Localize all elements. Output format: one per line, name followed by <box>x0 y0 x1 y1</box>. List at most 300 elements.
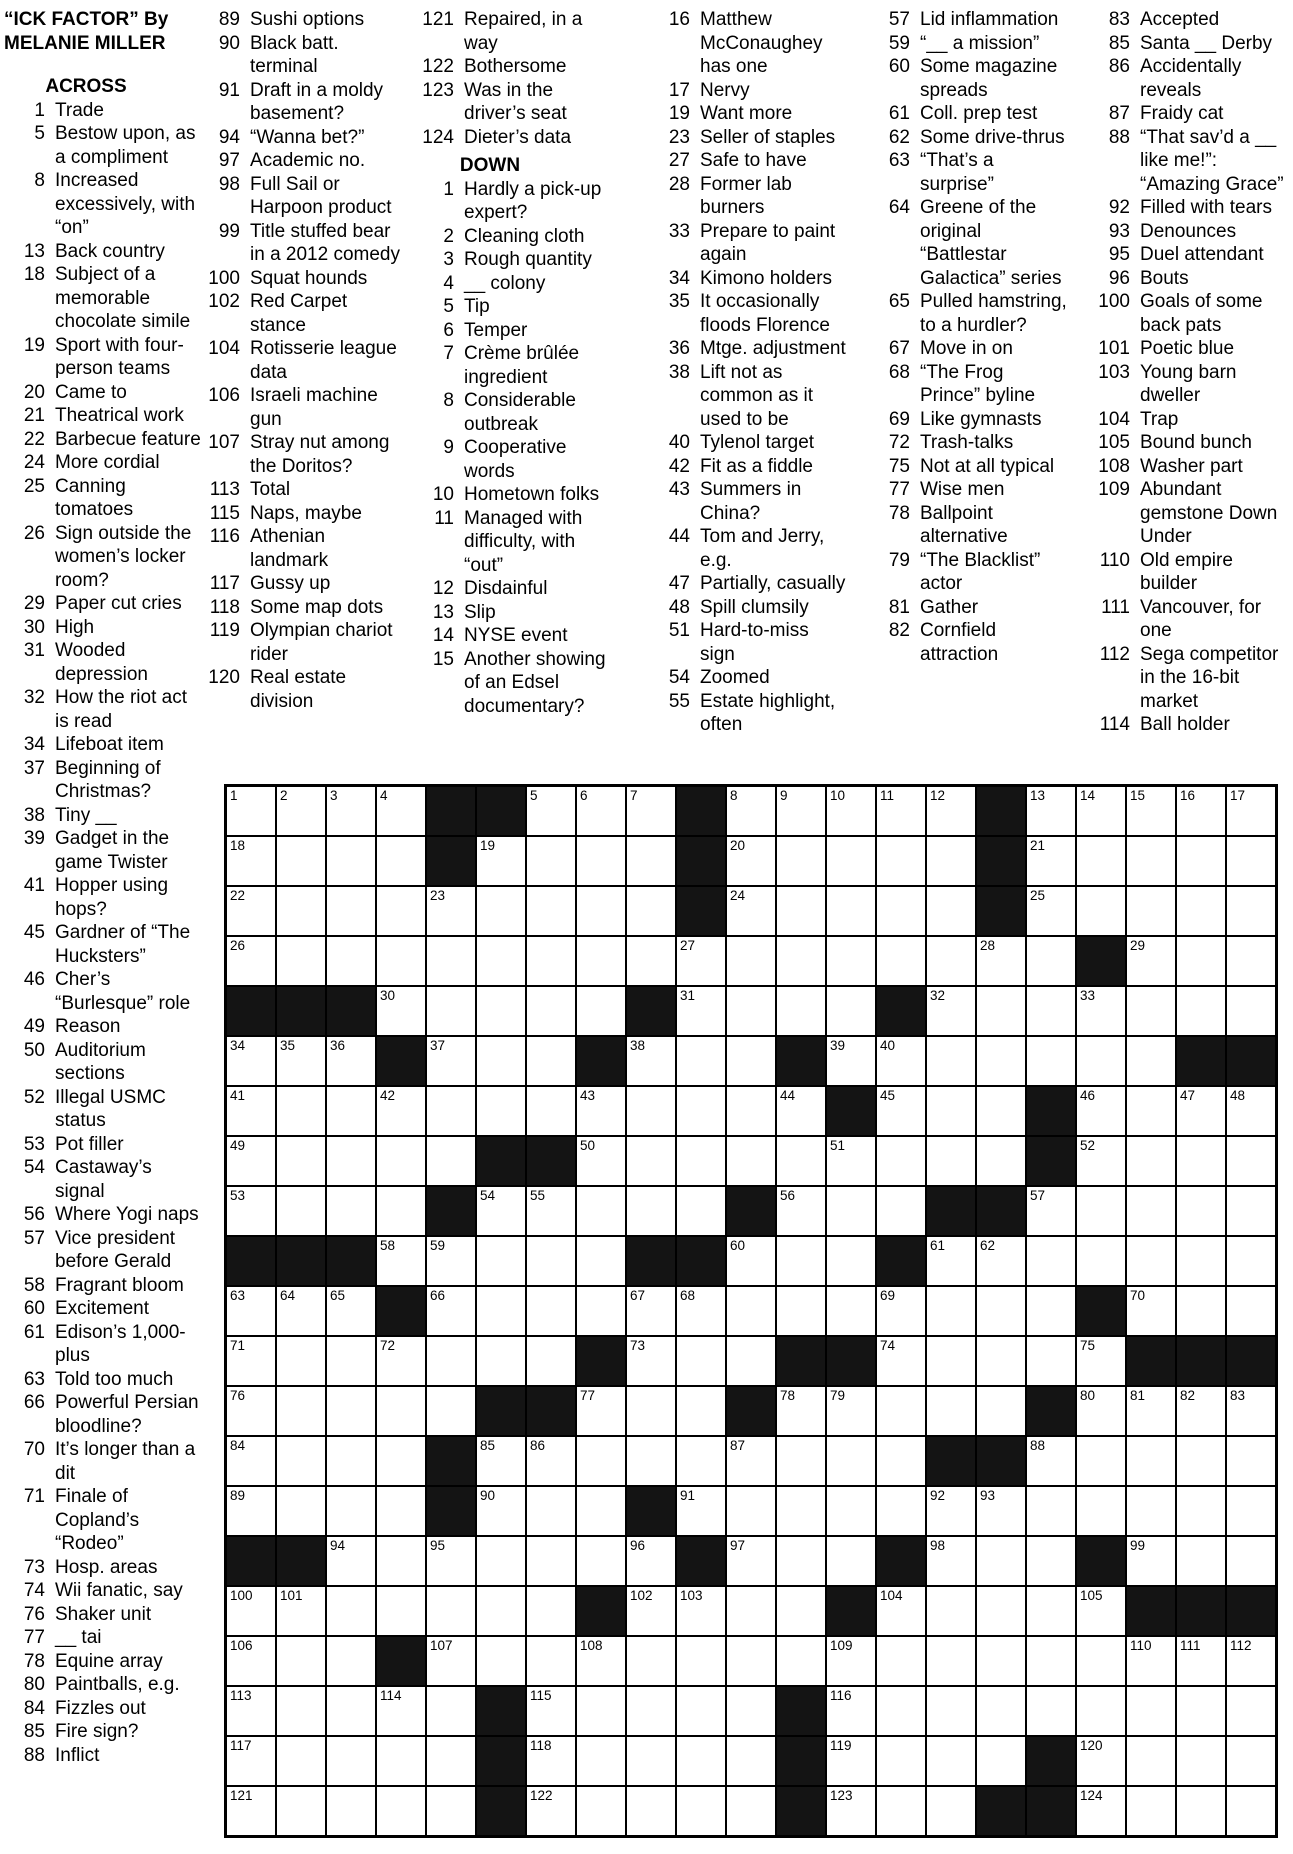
grid-cell[interactable] <box>377 987 425 1035</box>
grid-cell[interactable] <box>827 1387 875 1435</box>
grid-cell[interactable] <box>677 1387 725 1435</box>
grid-cell[interactable] <box>527 1787 575 1835</box>
grid-cell[interactable] <box>777 1287 825 1335</box>
grid-cell[interactable] <box>427 1287 475 1335</box>
grid-cell[interactable] <box>477 937 525 985</box>
grid-cell[interactable] <box>277 1637 325 1685</box>
grid-cell[interactable] <box>527 987 575 1035</box>
grid-cell[interactable] <box>527 837 575 885</box>
grid-cell[interactable] <box>1127 1537 1175 1585</box>
grid-cell[interactable] <box>1127 1437 1175 1485</box>
grid-cell[interactable] <box>927 1787 975 1835</box>
grid-cell[interactable] <box>377 1487 425 1535</box>
grid-cell[interactable] <box>1027 787 1075 835</box>
grid-cell[interactable] <box>527 887 575 935</box>
grid-cell[interactable] <box>277 1037 325 1085</box>
grid-cell[interactable] <box>1127 1187 1175 1235</box>
grid-cell[interactable] <box>1077 1637 1125 1685</box>
grid-cell[interactable] <box>227 1637 275 1685</box>
grid-cell[interactable] <box>1027 1337 1075 1385</box>
grid-cell[interactable] <box>977 1737 1025 1785</box>
grid-cell[interactable] <box>927 1287 975 1335</box>
grid-cell[interactable] <box>427 1087 475 1135</box>
grid-cell[interactable] <box>627 1037 675 1085</box>
grid-cell[interactable] <box>227 1737 275 1785</box>
grid-cell[interactable] <box>227 887 275 935</box>
grid-cell[interactable] <box>677 1637 725 1685</box>
grid-cell[interactable] <box>877 1087 925 1135</box>
grid-cell[interactable] <box>1227 1487 1275 1535</box>
grid-cell[interactable] <box>577 1387 625 1435</box>
grid-cell[interactable] <box>627 1137 675 1185</box>
grid-cell[interactable] <box>677 1787 725 1835</box>
grid-cell[interactable] <box>727 1787 775 1835</box>
grid-cell[interactable] <box>977 937 1025 985</box>
grid-cell[interactable] <box>1177 837 1225 885</box>
grid-cell[interactable] <box>927 1037 975 1085</box>
grid-cell[interactable] <box>977 1687 1025 1735</box>
grid-cell[interactable] <box>777 887 825 935</box>
grid-cell[interactable] <box>927 1387 975 1435</box>
grid-cell[interactable] <box>427 1787 475 1835</box>
grid-cell[interactable] <box>1027 1637 1075 1685</box>
grid-cell[interactable] <box>1127 1637 1175 1685</box>
grid-cell[interactable] <box>727 937 775 985</box>
grid-cell[interactable] <box>727 1737 775 1785</box>
grid-cell[interactable] <box>577 1437 625 1485</box>
grid-cell[interactable] <box>277 1737 325 1785</box>
grid-cell[interactable] <box>1227 1537 1275 1585</box>
grid-cell[interactable] <box>827 1637 875 1685</box>
grid-cell[interactable] <box>777 1137 825 1185</box>
grid-cell[interactable] <box>227 1187 275 1235</box>
grid-cell[interactable] <box>727 837 775 885</box>
grid-cell[interactable] <box>827 1787 875 1835</box>
grid-cell[interactable] <box>1077 1737 1125 1785</box>
grid-cell[interactable] <box>1177 937 1225 985</box>
grid-cell[interactable] <box>227 1487 275 1535</box>
grid-cell[interactable] <box>777 1387 825 1435</box>
grid-cell[interactable] <box>377 937 425 985</box>
grid-cell[interactable] <box>1027 1687 1075 1735</box>
grid-cell[interactable] <box>977 1587 1025 1635</box>
grid-cell[interactable] <box>1227 1087 1275 1135</box>
grid-cell[interactable] <box>1077 1187 1125 1235</box>
grid-cell[interactable] <box>327 937 375 985</box>
grid-cell[interactable] <box>827 987 875 1035</box>
grid-cell[interactable] <box>327 1537 375 1585</box>
grid-cell[interactable] <box>977 1037 1025 1085</box>
grid-cell[interactable] <box>1077 1237 1125 1285</box>
grid-cell[interactable] <box>377 1587 425 1635</box>
grid-cell[interactable] <box>927 1487 975 1535</box>
grid-cell[interactable] <box>277 1137 325 1185</box>
grid-cell[interactable] <box>927 937 975 985</box>
grid-cell[interactable] <box>1177 1787 1225 1835</box>
grid-cell[interactable] <box>827 1237 875 1285</box>
grid-cell[interactable] <box>877 1787 925 1835</box>
grid-cell[interactable] <box>927 1087 975 1135</box>
grid-cell[interactable] <box>727 1687 775 1735</box>
grid-cell[interactable] <box>827 887 875 935</box>
grid-cell[interactable] <box>877 887 925 935</box>
grid-cell[interactable] <box>677 1187 725 1235</box>
grid-cell[interactable] <box>227 1387 275 1435</box>
grid-cell[interactable] <box>677 1087 725 1135</box>
grid-cell[interactable] <box>477 1537 525 1585</box>
grid-cell[interactable] <box>277 1687 325 1735</box>
grid-cell[interactable] <box>377 887 425 935</box>
grid-cell[interactable] <box>1227 1737 1275 1785</box>
grid-cell[interactable] <box>627 1387 675 1435</box>
grid-cell[interactable] <box>227 1787 275 1835</box>
grid-cell[interactable] <box>327 1137 375 1185</box>
grid-cell[interactable] <box>1177 1187 1225 1235</box>
grid-cell[interactable] <box>777 987 825 1035</box>
grid-cell[interactable] <box>427 1687 475 1735</box>
grid-cell[interactable] <box>1077 837 1125 885</box>
grid-cell[interactable] <box>1177 1637 1225 1685</box>
grid-cell[interactable] <box>577 1187 625 1235</box>
grid-cell[interactable] <box>327 1637 375 1685</box>
grid-cell[interactable] <box>327 1387 375 1435</box>
grid-cell[interactable] <box>427 1587 475 1635</box>
grid-cell[interactable] <box>327 1287 375 1335</box>
grid-cell[interactable] <box>227 1437 275 1485</box>
grid-cell[interactable] <box>877 1387 925 1435</box>
grid-cell[interactable] <box>627 1187 675 1235</box>
grid-cell[interactable] <box>1177 1737 1225 1785</box>
grid-cell[interactable] <box>477 1237 525 1285</box>
grid-cell[interactable] <box>827 1687 875 1735</box>
grid-cell[interactable] <box>477 987 525 1035</box>
grid-cell[interactable] <box>1127 787 1175 835</box>
grid-cell[interactable] <box>227 1037 275 1085</box>
grid-cell[interactable] <box>527 1437 575 1485</box>
grid-cell[interactable] <box>1127 1737 1175 1785</box>
grid-cell[interactable] <box>427 1137 475 1185</box>
grid-cell[interactable] <box>577 1787 625 1835</box>
grid-cell[interactable] <box>477 1487 525 1535</box>
grid-cell[interactable] <box>377 1787 425 1835</box>
grid-cell[interactable] <box>1077 987 1125 1035</box>
grid-cell[interactable] <box>677 1337 725 1385</box>
grid-cell[interactable] <box>1227 1187 1275 1235</box>
grid-cell[interactable] <box>1127 1137 1175 1185</box>
grid-cell[interactable] <box>627 1637 675 1685</box>
grid-cell[interactable] <box>677 1487 725 1535</box>
grid-cell[interactable] <box>977 1287 1025 1335</box>
grid-cell[interactable] <box>1077 1587 1125 1635</box>
grid-cell[interactable] <box>627 1687 675 1735</box>
grid-cell[interactable] <box>877 1737 925 1785</box>
grid-cell[interactable] <box>277 1187 325 1235</box>
grid-cell[interactable] <box>477 1437 525 1485</box>
grid-cell[interactable] <box>627 1587 675 1635</box>
grid-cell[interactable] <box>977 987 1025 1035</box>
grid-cell[interactable] <box>727 1337 775 1385</box>
grid-cell[interactable] <box>827 837 875 885</box>
grid-cell[interactable] <box>977 1087 1025 1135</box>
grid-cell[interactable] <box>427 1337 475 1385</box>
grid-cell[interactable] <box>977 1387 1025 1435</box>
grid-cell[interactable] <box>1177 1487 1225 1535</box>
grid-cell[interactable] <box>877 787 925 835</box>
grid-cell[interactable] <box>677 1687 725 1735</box>
grid-cell[interactable] <box>477 887 525 935</box>
grid-cell[interactable] <box>1227 1437 1275 1485</box>
grid-cell[interactable] <box>377 1087 425 1135</box>
grid-cell[interactable] <box>927 1137 975 1185</box>
grid-cell[interactable] <box>477 1087 525 1135</box>
grid-cell[interactable] <box>427 1387 475 1435</box>
grid-cell[interactable] <box>1027 1287 1075 1335</box>
grid-cell[interactable] <box>527 1037 575 1085</box>
grid-cell[interactable] <box>1077 1787 1125 1835</box>
grid-cell[interactable] <box>927 1637 975 1685</box>
grid-cell[interactable] <box>1127 1687 1175 1735</box>
grid-cell[interactable] <box>1127 1087 1175 1135</box>
grid-cell[interactable] <box>977 1637 1025 1685</box>
grid-cell[interactable] <box>427 1637 475 1685</box>
grid-cell[interactable] <box>677 937 725 985</box>
grid-cell[interactable] <box>577 1087 625 1135</box>
grid-cell[interactable] <box>227 787 275 835</box>
grid-cell[interactable] <box>277 937 325 985</box>
grid-cell[interactable] <box>577 1487 625 1535</box>
grid-cell[interactable] <box>1027 1587 1075 1635</box>
grid-cell[interactable] <box>977 1537 1025 1585</box>
grid-cell[interactable] <box>477 837 525 885</box>
grid-cell[interactable] <box>427 887 475 935</box>
grid-cell[interactable] <box>527 1287 575 1335</box>
grid-cell[interactable] <box>327 887 375 935</box>
grid-cell[interactable] <box>727 1437 775 1485</box>
grid-cell[interactable] <box>527 1687 575 1735</box>
grid-cell[interactable] <box>677 1437 725 1485</box>
grid-cell[interactable] <box>527 1087 575 1135</box>
grid-cell[interactable] <box>1077 1437 1125 1485</box>
grid-cell[interactable] <box>1227 887 1275 935</box>
grid-cell[interactable] <box>1127 1387 1175 1435</box>
grid-cell[interactable] <box>677 1587 725 1635</box>
grid-cell[interactable] <box>677 1287 725 1335</box>
grid-cell[interactable] <box>827 1037 875 1085</box>
grid-cell[interactable] <box>1227 1387 1275 1435</box>
grid-cell[interactable] <box>427 987 475 1035</box>
grid-cell[interactable] <box>627 937 675 985</box>
grid-cell[interactable] <box>527 1487 575 1535</box>
grid-cell[interactable] <box>577 987 625 1035</box>
grid-cell[interactable] <box>877 1637 925 1685</box>
grid-cell[interactable] <box>477 1287 525 1335</box>
grid-cell[interactable] <box>327 1787 375 1835</box>
grid-cell[interactable] <box>727 1537 775 1585</box>
grid-cell[interactable] <box>1027 987 1075 1035</box>
grid-cell[interactable] <box>427 1537 475 1585</box>
grid-cell[interactable] <box>277 1787 325 1835</box>
grid-cell[interactable] <box>527 1187 575 1235</box>
grid-cell[interactable] <box>1127 1237 1175 1285</box>
grid-cell[interactable] <box>827 1487 875 1535</box>
grid-cell[interactable] <box>377 787 425 835</box>
grid-cell[interactable] <box>527 1337 575 1385</box>
grid-cell[interactable] <box>727 1287 775 1335</box>
grid-cell[interactable] <box>827 1537 875 1585</box>
grid-cell[interactable] <box>327 1687 375 1735</box>
grid-cell[interactable] <box>727 787 775 835</box>
grid-cell[interactable] <box>727 987 775 1035</box>
grid-cell[interactable] <box>1127 987 1175 1035</box>
grid-cell[interactable] <box>1177 1537 1225 1585</box>
grid-cell[interactable] <box>1227 937 1275 985</box>
grid-cell[interactable] <box>1177 1687 1225 1735</box>
grid-cell[interactable] <box>327 1487 375 1535</box>
grid-cell[interactable] <box>777 1187 825 1235</box>
grid-cell[interactable] <box>477 1187 525 1235</box>
grid-cell[interactable] <box>827 1287 875 1335</box>
grid-cell[interactable] <box>527 1587 575 1635</box>
grid-cell[interactable] <box>277 1287 325 1335</box>
grid-cell[interactable] <box>1077 1137 1125 1185</box>
grid-cell[interactable] <box>227 1137 275 1185</box>
grid-cell[interactable] <box>1127 937 1175 985</box>
grid-cell[interactable] <box>677 1737 725 1785</box>
grid-cell[interactable] <box>577 1237 625 1285</box>
grid-cell[interactable] <box>1077 1037 1125 1085</box>
grid-cell[interactable] <box>1027 1187 1075 1235</box>
grid-cell[interactable] <box>727 1087 775 1135</box>
grid-cell[interactable] <box>377 1387 425 1435</box>
grid-cell[interactable] <box>527 787 575 835</box>
grid-cell[interactable] <box>627 1437 675 1485</box>
grid-cell[interactable] <box>377 1687 425 1735</box>
grid-cell[interactable] <box>727 1137 775 1185</box>
grid-cell[interactable] <box>927 1587 975 1635</box>
grid-cell[interactable] <box>927 987 975 1035</box>
grid-cell[interactable] <box>227 1587 275 1635</box>
grid-cell[interactable] <box>1077 1337 1125 1385</box>
grid-cell[interactable] <box>427 1037 475 1085</box>
grid-cell[interactable] <box>627 1087 675 1135</box>
grid-cell[interactable] <box>1227 987 1275 1035</box>
grid-cell[interactable] <box>1177 1437 1225 1485</box>
grid-cell[interactable] <box>977 1487 1025 1535</box>
grid-cell[interactable] <box>327 1337 375 1385</box>
grid-cell[interactable] <box>877 1037 925 1085</box>
grid-cell[interactable] <box>1127 1787 1175 1835</box>
grid-cell[interactable] <box>277 1587 325 1635</box>
grid-cell[interactable] <box>927 1737 975 1785</box>
grid-cell[interactable] <box>1027 1237 1075 1285</box>
grid-cell[interactable] <box>927 1237 975 1285</box>
grid-cell[interactable] <box>577 937 625 985</box>
grid-cell[interactable] <box>877 1587 925 1635</box>
grid-cell[interactable] <box>1177 1087 1225 1135</box>
grid-cell[interactable] <box>827 787 875 835</box>
grid-cell[interactable] <box>377 1337 425 1385</box>
grid-cell[interactable] <box>627 1537 675 1585</box>
grid-cell[interactable] <box>427 1237 475 1285</box>
grid-cell[interactable] <box>727 1037 775 1085</box>
grid-cell[interactable] <box>327 837 375 885</box>
grid-cell[interactable] <box>327 1587 375 1635</box>
grid-cell[interactable] <box>877 937 925 985</box>
grid-cell[interactable] <box>927 1687 975 1735</box>
grid-cell[interactable] <box>777 1437 825 1485</box>
grid-cell[interactable] <box>277 1487 325 1535</box>
grid-cell[interactable] <box>927 1337 975 1385</box>
grid-cell[interactable] <box>927 787 975 835</box>
grid-cell[interactable] <box>877 1137 925 1185</box>
grid-cell[interactable] <box>527 1237 575 1285</box>
grid-cell[interactable] <box>277 787 325 835</box>
grid-cell[interactable] <box>777 1637 825 1685</box>
grid-cell[interactable] <box>1027 837 1075 885</box>
grid-cell[interactable] <box>727 1237 775 1285</box>
grid-cell[interactable] <box>327 1437 375 1485</box>
grid-cell[interactable] <box>577 1287 625 1335</box>
grid-cell[interactable] <box>927 1537 975 1585</box>
grid-cell[interactable] <box>377 1137 425 1185</box>
grid-cell[interactable] <box>227 937 275 985</box>
grid-cell[interactable] <box>1127 837 1175 885</box>
grid-cell[interactable] <box>1227 1237 1275 1285</box>
grid-cell[interactable] <box>877 1687 925 1735</box>
grid-cell[interactable] <box>877 1437 925 1485</box>
grid-cell[interactable] <box>427 1737 475 1785</box>
grid-cell[interactable] <box>1127 1287 1175 1335</box>
grid-cell[interactable] <box>677 1137 725 1185</box>
grid-cell[interactable] <box>527 1537 575 1585</box>
grid-cell[interactable] <box>577 1737 625 1785</box>
grid-cell[interactable] <box>577 1687 625 1735</box>
grid-cell[interactable] <box>777 787 825 835</box>
grid-cell[interactable] <box>977 1237 1025 1285</box>
grid-cell[interactable] <box>627 787 675 835</box>
grid-cell[interactable] <box>877 1287 925 1335</box>
grid-cell[interactable] <box>1177 1137 1225 1185</box>
grid-cell[interactable] <box>277 837 325 885</box>
grid-cell[interactable] <box>777 1487 825 1535</box>
grid-cell[interactable] <box>1227 1137 1275 1185</box>
grid-cell[interactable] <box>1177 1387 1225 1435</box>
grid-cell[interactable] <box>227 1087 275 1135</box>
grid-cell[interactable] <box>827 937 875 985</box>
grid-cell[interactable] <box>877 1337 925 1385</box>
grid-cell[interactable] <box>227 1687 275 1735</box>
grid-cell[interactable] <box>227 1337 275 1385</box>
grid-cell[interactable] <box>1077 1487 1125 1535</box>
grid-cell[interactable] <box>627 837 675 885</box>
grid-cell[interactable] <box>777 1237 825 1285</box>
grid-cell[interactable] <box>277 1337 325 1385</box>
grid-cell[interactable] <box>1177 1287 1225 1335</box>
grid-cell[interactable] <box>1027 887 1075 935</box>
grid-cell[interactable] <box>1227 837 1275 885</box>
grid-cell[interactable] <box>627 1787 675 1835</box>
grid-cell[interactable] <box>277 1437 325 1485</box>
grid-cell[interactable] <box>777 837 825 885</box>
grid-cell[interactable] <box>527 1737 575 1785</box>
grid-cell[interactable] <box>577 1137 625 1185</box>
grid-cell[interactable] <box>727 1487 775 1535</box>
grid-cell[interactable] <box>677 1037 725 1085</box>
grid-cell[interactable] <box>1177 1237 1225 1285</box>
grid-cell[interactable] <box>527 1637 575 1685</box>
grid-cell[interactable] <box>577 787 625 835</box>
grid-cell[interactable] <box>577 887 625 935</box>
